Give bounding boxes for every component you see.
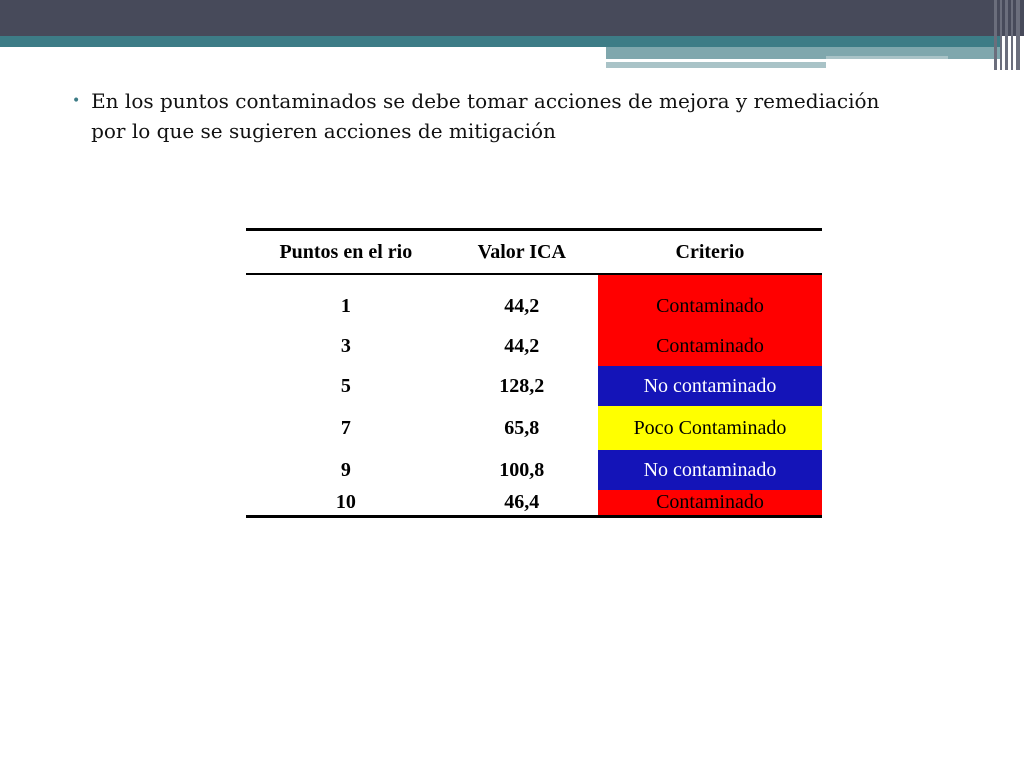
cell-punto: 10 [246,490,446,517]
cell-criterio: Poco Contaminado [598,406,822,450]
cell-valor: 65,8 [504,416,540,439]
cell-valor: 100,8 [499,458,545,481]
table-header-row [246,230,822,275]
cell-valor: 44,2 [504,334,540,357]
table-row [246,326,822,366]
cell-valor: 44,2 [504,294,540,317]
cell-punto: 9 [340,458,351,481]
bullet-dot-icon: • [72,93,81,109]
table-row [246,490,822,517]
cell-criterio: Contaminado [598,274,822,326]
cell-punto: 5 [340,374,351,397]
cell-punto: 1 [340,294,351,317]
table-row [246,450,822,490]
column-header-criterio: Criterio [598,230,822,275]
header-band-thin-2 [826,56,948,59]
header-vertical-stripes [992,0,1024,70]
table-row [246,274,822,326]
bullet-list [72,86,892,146]
cell-criterio: No contaminado [598,450,822,490]
cell-punto: 7 [340,416,351,439]
cell-valor: 46,4 [446,490,598,517]
cell-criterio: Contaminado [598,326,822,366]
cell-criterio: No contaminado [598,366,822,406]
column-header-valor: Valor ICA [446,230,598,275]
bullet-text: En los puntos contaminados se debe tomar acciones de mejora y remediación por lo que se sugieren acciones de mitigación [91,89,880,143]
column-header-puntos: Puntos en el rio [246,230,446,275]
header-band-dark [0,0,1024,36]
cell-punto: 3 [340,334,351,357]
cell-criterio: Contaminado [598,490,822,517]
ica-table [246,228,822,518]
cell-valor: 128,2 [499,374,545,397]
table-row [246,406,822,450]
bullet-item [72,86,892,146]
ica-table-container [246,228,822,518]
table-row [246,366,822,406]
header-band-thin [606,62,826,68]
header-band-teal [0,36,1000,47]
